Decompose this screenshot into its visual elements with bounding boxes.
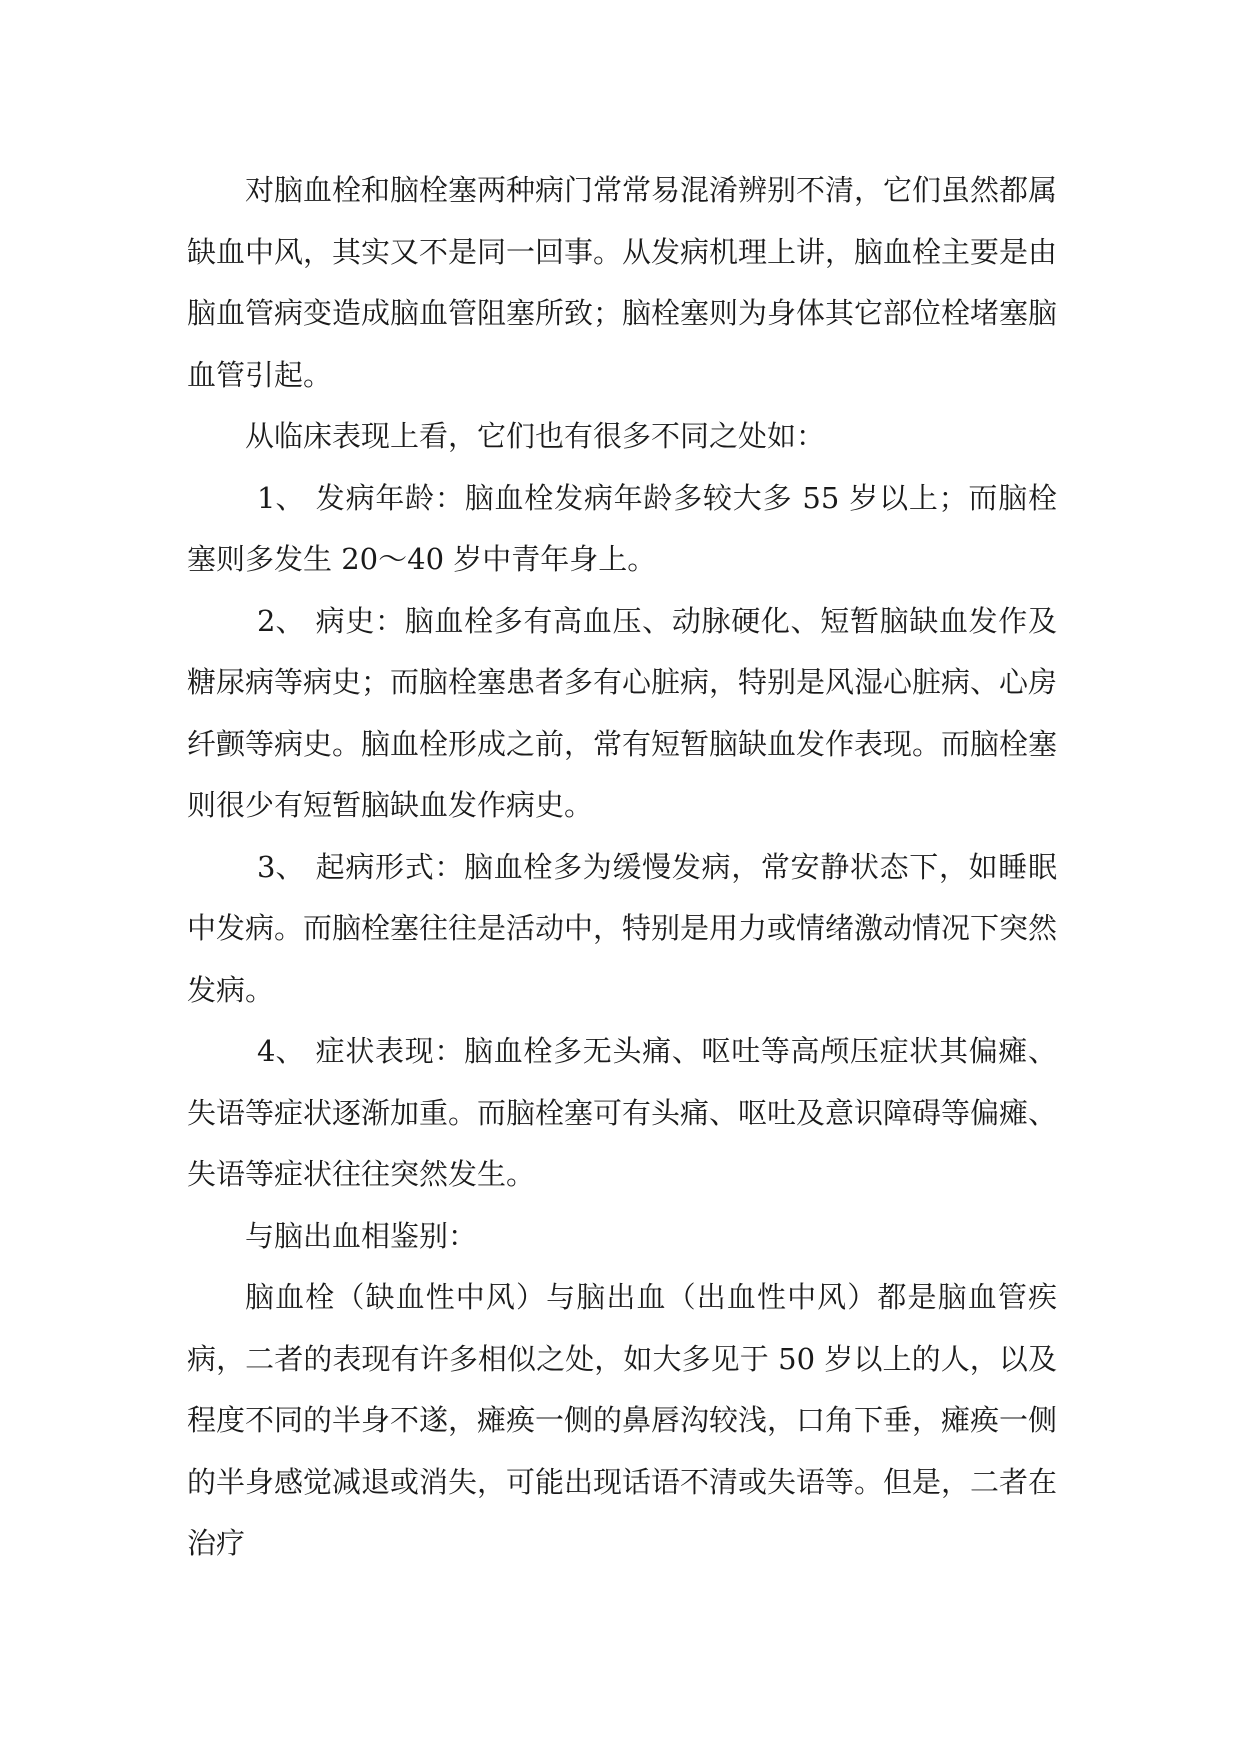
paragraph-differential-body: 脑血栓（缺血性中风）与脑出血（出血性中风）都是脑血管疾病，二者的表现有许多相似之处，如大多见于 50 岁以上的人，以及程度不同的半身不遂，瘫痪一侧的鼻唇沟较浅，口角下垂，瘫痪一侧的半身感觉减退或消失，可能出现话语不清或失语等。但是，二者在治疗 [187,1280,1058,1560]
document-body [187,160,1057,1575]
list-item-text: 症状表现：脑血栓多无头痛、呕吐等高颅压症状其偏瘫、失语等症状逐渐加重。而脑栓塞可有头痛、呕吐及意识障碍等偏瘫、失语等症状往往突然发生。 [187,1034,1058,1191]
list-item-history [187,591,1057,837]
list-number: 2、 [257,603,305,638]
list-item-symptoms [187,1021,1057,1206]
paragraph-intro: 对脑血栓和脑栓塞两种病门常常易混淆辨别不清，它们虽然都属缺血中风，其实又不是同一回事。从发病机理上讲，脑血栓主要是由脑血管病变造成脑血管阻塞所致；脑栓塞则为身体其它部位栓堵塞脑血管引起。 [187,173,1058,392]
list-item-text: 发病年龄：脑血栓发病年龄多较大多 55 岁以上；而脑栓塞则多发生 20～40 岁中青年身上。 [187,480,1057,576]
paragraph-differential-heading: 与脑出血相鉴别： [245,1218,478,1253]
paragraph-clinical-intro: 从临床表现上看，它们也有很多不同之处如： [245,419,826,453]
list-number: 3、 [257,849,305,884]
list-item-onset-form [187,837,1057,1022]
list-item-text: 病史：脑血栓多有高血压、动脉硬化、短暂脑缺血发作及糖尿病等病史；而脑栓塞患者多有心脏病，特别是风湿心脏病、心房纤颤等病史。脑血栓形成之前，常有短暂脑缺血发作表现。而脑栓塞则很少有短暂脑缺血发作病史。 [187,603,1058,822]
list-item-text: 起病形式：脑血栓多为缓慢发病，常安静状态下，如睡眠中发病。而脑栓塞往往是活动中，特别是用力或情绪激动情况下突然发病。 [187,849,1058,1007]
list-item-onset-age [187,468,1057,591]
list-number: 1、 [257,480,305,515]
list-number: 4、 [257,1034,305,1068]
